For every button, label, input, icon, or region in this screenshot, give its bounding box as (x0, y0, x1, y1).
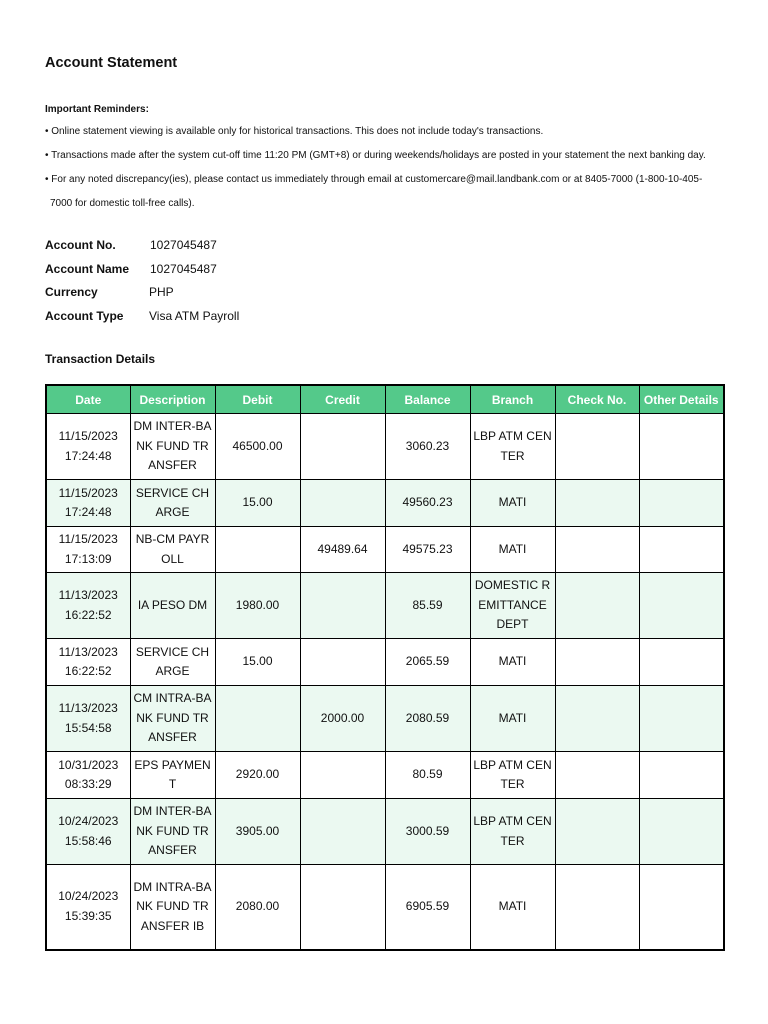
description-cell: DM INTER-BANK FUND TRANSFER (130, 799, 215, 865)
branch-cell: MATI (470, 480, 555, 527)
table-row (46, 480, 724, 527)
other-details-cell (639, 639, 724, 686)
date-cell: 11/15/2023 17:24:48 (46, 414, 130, 480)
table-header-row (46, 385, 724, 414)
currency-value: PHP (149, 285, 174, 299)
transactions-table (45, 384, 725, 951)
balance-cell: 3000.59 (385, 799, 470, 865)
column-header-credit: Credit (300, 385, 385, 414)
table-row (46, 639, 724, 686)
other-details-cell (639, 865, 724, 950)
check-no-cell (555, 480, 639, 527)
transaction-details-title: Transaction Details (45, 352, 156, 366)
reminder-item: • Online statement viewing is available only for historical transactions. This does not include today's transactions. (45, 126, 544, 137)
column-header-debit: Debit (215, 385, 300, 414)
other-details-cell (639, 480, 724, 527)
balance-cell: 6905.59 (385, 865, 470, 950)
table-row (46, 414, 724, 480)
reminder-item (45, 168, 702, 215)
debit-cell: 3905.00 (215, 799, 300, 865)
description-cell: SERVICE CHARGE (130, 480, 215, 527)
column-header-other-details: Other Details (639, 385, 724, 414)
table-row (46, 686, 724, 752)
other-details-cell (639, 799, 724, 865)
table-row (46, 865, 724, 950)
debit-cell (215, 527, 300, 573)
balance-cell: 2065.59 (385, 639, 470, 686)
description-cell: IA PESO DM (130, 573, 215, 639)
account-name-value: 1027045487 (150, 262, 217, 276)
other-details-cell (639, 752, 724, 799)
credit-cell (300, 639, 385, 686)
account-number-label: Account No. (45, 238, 116, 252)
balance-cell: 2080.59 (385, 686, 470, 752)
page-title: Account Statement (45, 55, 178, 71)
description-cell: NB-CM PAYROLL (130, 527, 215, 573)
column-header-check-no: Check No. (555, 385, 639, 414)
other-details-cell (639, 573, 724, 639)
description-cell: DM INTRA-BANK FUND TRANSFER IB (130, 865, 215, 950)
credit-cell (300, 752, 385, 799)
branch-cell: LBP ATM CENTER (470, 799, 555, 865)
column-header-branch: Branch (470, 385, 555, 414)
column-header-date: Date (46, 385, 130, 414)
description-cell: EPS PAYMENT (130, 752, 215, 799)
balance-cell: 49560.23 (385, 480, 470, 527)
branch-cell: MATI (470, 527, 555, 573)
table-row (46, 752, 724, 799)
balance-cell: 3060.23 (385, 414, 470, 480)
description-cell: CM INTRA-BANK FUND TRANSFER (130, 686, 215, 752)
table-row (46, 573, 724, 639)
account-number-value: 1027045487 (150, 238, 217, 252)
check-no-cell (555, 752, 639, 799)
debit-cell: 46500.00 (215, 414, 300, 480)
debit-cell: 2920.00 (215, 752, 300, 799)
debit-cell: 15.00 (215, 480, 300, 527)
description-cell: DM INTER-BANK FUND TRANSFER (130, 414, 215, 480)
credit-cell (300, 414, 385, 480)
date-cell: 11/15/2023 17:24:48 (46, 480, 130, 527)
branch-cell: MATI (470, 639, 555, 686)
date-cell: 11/13/2023 16:22:52 (46, 573, 130, 639)
account-type-value: Visa ATM Payroll (149, 309, 240, 323)
credit-cell (300, 799, 385, 865)
check-no-cell (555, 414, 639, 480)
date-cell: 11/13/2023 16:22:52 (46, 639, 130, 686)
check-no-cell (555, 573, 639, 639)
table-row (46, 799, 724, 865)
balance-cell: 85.59 (385, 573, 470, 639)
table-row (46, 527, 724, 573)
description-cell: SERVICE CHARGE (130, 639, 215, 686)
date-cell: 11/13/2023 15:54:58 (46, 686, 130, 752)
credit-cell (300, 573, 385, 639)
branch-cell: MATI (470, 865, 555, 950)
branch-cell: LBP ATM CENTER (470, 752, 555, 799)
currency-label: Currency (45, 285, 98, 299)
date-cell: 11/15/2023 17:13:09 (46, 527, 130, 573)
date-cell: 10/24/2023 15:39:35 (46, 865, 130, 950)
debit-cell (215, 686, 300, 752)
debit-cell: 15.00 (215, 639, 300, 686)
check-no-cell (555, 639, 639, 686)
check-no-cell (555, 527, 639, 573)
reminders-heading: Important Reminders: (45, 104, 149, 115)
other-details-cell (639, 686, 724, 752)
credit-cell: 49489.64 (300, 527, 385, 573)
check-no-cell (555, 865, 639, 950)
date-cell: 10/31/2023 08:33:29 (46, 752, 130, 799)
debit-cell: 2080.00 (215, 865, 300, 950)
credit-cell (300, 480, 385, 527)
reminder-text: • For any noted discrepancy(ies), please contact us immediately through email at customercare@mail.landbank.com or at 8405-7000 (1-800-10-405- (45, 174, 703, 185)
reminder-item: • Transactions made after the system cut-off time 11:20 PM (GMT+8) or during weekends/holidays are posted in your statement the next banking day. (45, 150, 706, 161)
branch-cell: MATI (470, 686, 555, 752)
balance-cell: 49575.23 (385, 527, 470, 573)
other-details-cell (639, 527, 724, 573)
column-header-balance: Balance (385, 385, 470, 414)
branch-cell: DOMESTIC REMITTANCE DEPT (470, 573, 555, 639)
account-name-label: Account Name (45, 262, 130, 276)
check-no-cell (555, 799, 639, 865)
balance-cell: 80.59 (385, 752, 470, 799)
account-type-label: Account Type (45, 309, 124, 323)
column-header-description: Description (130, 385, 215, 414)
reminder-continuation: 7000 for domestic toll-free calls). (50, 197, 195, 209)
branch-cell: LBP ATM CENTER (470, 414, 555, 480)
date-cell: 10/24/2023 15:58:46 (46, 799, 130, 865)
check-no-cell (555, 686, 639, 752)
other-details-cell (639, 414, 724, 480)
credit-cell (300, 865, 385, 950)
debit-cell: 1980.00 (215, 573, 300, 639)
credit-cell: 2000.00 (300, 686, 385, 752)
